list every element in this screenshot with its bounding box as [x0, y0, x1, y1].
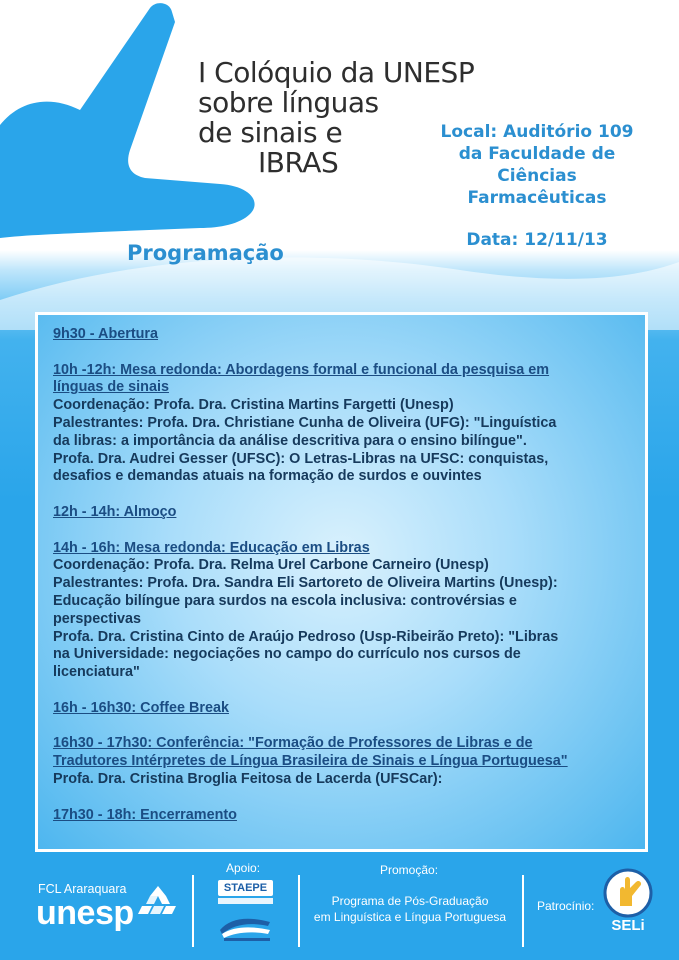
promocao-label: Promoção:	[380, 863, 439, 877]
seli-text: SELi	[611, 917, 645, 934]
mesa1-speakers-line-3: Profa. Dra. Audrei Gesser (UFSC): O Letras-Libras na UFSC: conquistas,	[53, 450, 549, 467]
event-location	[424, 121, 650, 209]
mesa1-coordination: Coordenação: Profa. Dra. Cristina Martins Fargetti (Unesp)	[53, 397, 454, 414]
item-abertura: 9h30 - Abertura	[53, 326, 159, 342]
title-line-3: de sinais e	[198, 116, 343, 149]
mesa1-title-line-2: línguas de sinais	[53, 379, 169, 396]
mesa2-title: 14h - 16h: Mesa redonda: Educação em Libras	[53, 539, 370, 556]
mesa2-speakers-line-1: Palestrantes: Profa. Dra. Sandra Eli Sartoreto de Oliveira Martins (Unesp):	[53, 575, 558, 592]
location-line-3: Ciências	[497, 166, 577, 186]
program-list	[53, 326, 645, 824]
footer-divider-3	[522, 875, 524, 947]
mesa2-coordination: Coordenação: Profa. Dra. Relma Urel Carbone Carneiro (Unesp)	[53, 557, 489, 574]
location-line-1: Local: Auditório 109	[440, 122, 634, 142]
apoio-label: Apoio:	[226, 861, 261, 875]
staepe-subtitle-bar	[218, 898, 273, 904]
item-encerramento: 17h30 - 18h: Encerramento	[53, 806, 237, 823]
staepe-logo: STAEPE	[218, 880, 273, 896]
unesp-logo-text: unesp	[36, 894, 134, 932]
pos-graduacao-program	[306, 893, 514, 925]
footer-divider-2	[298, 875, 300, 947]
mesa1-title-line-1: 10h -12h: Mesa redonda: Abordagens formal e funcional da pesquisa em	[53, 361, 550, 378]
program-box	[35, 312, 648, 852]
mesa2-speakers-line-4: Profa. Dra. Cristina Cinto de Araújo Pedroso (Usp-Ribeirão Preto): "Libras	[53, 628, 559, 645]
biblioteca-logo-icon	[218, 912, 273, 942]
fcl-label: FCL Araraquara	[38, 882, 127, 896]
title-line-2: sobre línguas	[198, 86, 379, 119]
unesp-logo-icon	[138, 884, 178, 920]
mesa1-speakers-line-2: da libras: a importância da análise descritiva para o ensino bilíngue".	[53, 432, 527, 449]
seli-logo	[598, 866, 658, 936]
mesa1-speakers-line-4: desafios e demandas atuais na formação de surdos e ouvintes	[53, 468, 482, 485]
mesa2-speakers-line-5: na Universidade: negociações no campo do currículo nos cursos de	[53, 646, 521, 663]
location-line-4: Farmacêuticas	[467, 188, 607, 208]
item-coffee-break: 16h - 16h30: Coffee Break	[53, 699, 229, 716]
conference-speaker: Profa. Dra. Cristina Broglia Feitosa de Lacerda (UFSCar):	[53, 770, 443, 787]
mesa2-speakers-line-3: perspectivas	[53, 610, 141, 627]
title-line-1: I Colóquio da UNESP	[198, 56, 475, 89]
pos-line-2: em Linguística e Língua Portuguesa	[313, 910, 507, 924]
location-line-2: da Faculdade de	[458, 144, 616, 164]
item-almoco: 12h - 14h: Almoço	[53, 503, 177, 520]
patrocinio-label: Patrocínio:	[537, 899, 595, 913]
event-date: Data: 12/11/13	[466, 230, 608, 250]
mesa2-speakers-line-6: licenciatura"	[53, 664, 140, 681]
section-title: Programação	[127, 241, 284, 265]
mesa2-speakers-line-2: Educação bilíngue para surdos na escola inclusiva: controvérsias e	[53, 592, 517, 609]
footer-divider-1	[192, 875, 194, 947]
title-line-4: IBRAS	[258, 146, 339, 179]
conference-title-line-1: 16h30 - 17h30: Conferência: "Formação de Professores de Libras e de	[53, 735, 533, 752]
conference-title-line-2: Tradutores Intérpretes de Língua Brasileira de Sinais e Língua Portuguesa"	[53, 753, 568, 770]
pos-line-1: Programa de Pós-Graduação	[331, 894, 489, 908]
mesa1-speakers-line-1: Palestrantes: Profa. Dra. Christiane Cunha de Oliveira (UFG): "Linguística	[53, 414, 557, 431]
